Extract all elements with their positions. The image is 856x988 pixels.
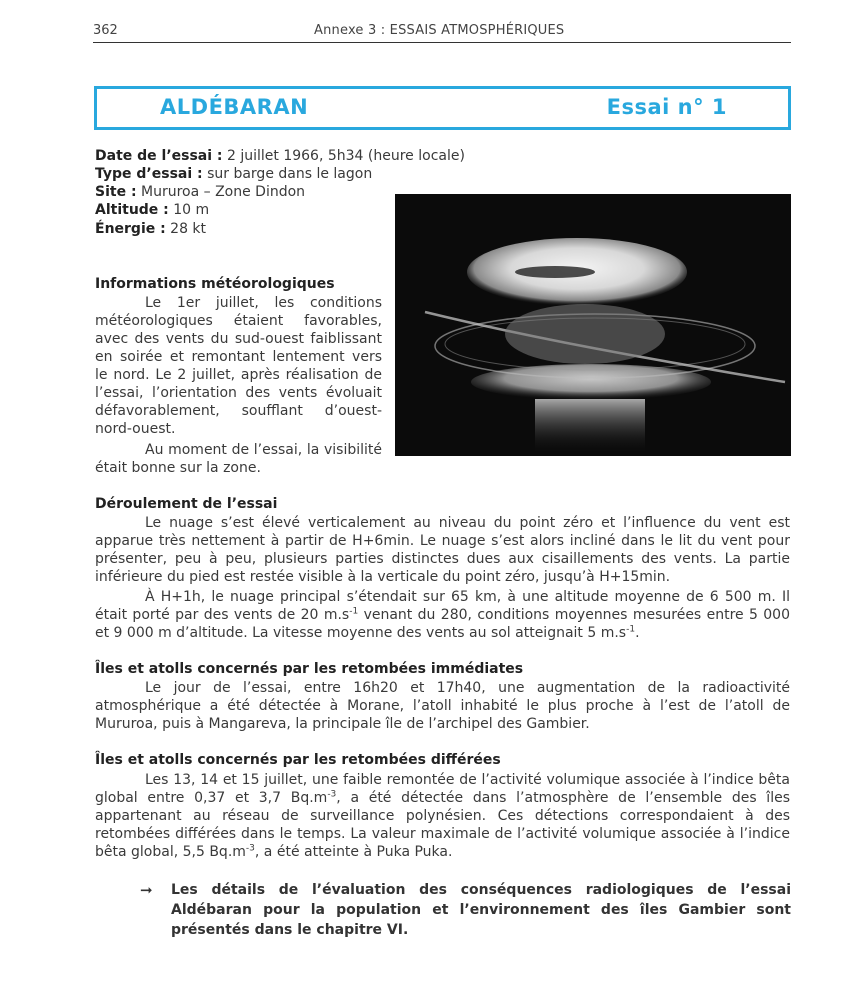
text-segment: , a été atteinte à Puka Puka. (254, 844, 453, 860)
immediates-paragraph: Le jour de l’essai, entre 16h20 et 17h40, une augmentation de la radioactivité atmosphérique a été détectée à Morane, l’atoll inhabité le plus proche à l’est de l’atoll de Mururoa, puis à Mangareva, la principale île de l’archipel des Gambier. (95, 680, 790, 732)
fact-label: Site : (95, 184, 137, 200)
explosion-photo (395, 194, 791, 456)
fact-value: 2 juillet 1966, 5h34 (heure locale) (226, 148, 465, 164)
text-segment: . (635, 625, 640, 641)
test-number: Essai n° 1 (606, 95, 727, 119)
text-segment: , a été détectée dans l’atmosphère de l’ensemble des îles appartenant au réseau de surveillance polynésien. Ces détections correspondaient à des retombées différées dans le temps. La valeur maximale de l’activité volumique associée à l’indice bêta global, 5,5 Bq.m (95, 790, 790, 860)
note-text: Les détails de l’évaluation des conséquences radiologiques de l’essai Aldébaran pour la population et l’environnement des îles Gambier sont présentés dans le chapitre VI. (171, 882, 791, 938)
superscript: -1 (626, 624, 636, 635)
test-title-box (94, 86, 791, 130)
fact-energy (95, 220, 206, 238)
superscript: -1 (349, 606, 359, 617)
immediates-heading: Îles et atolls concernés par les retombées immédiates (95, 661, 524, 677)
test-name: ALDÉBARAN (160, 95, 309, 119)
running-title: Annexe 3 : ESSAIS ATMOSPHÉRIQUES (314, 23, 565, 38)
fact-label: Date de l’essai : (95, 148, 223, 164)
deroulement-paragraph-2 (95, 588, 790, 642)
fact-altitude (95, 201, 209, 219)
text-segment: venant du 280, conditions moyennes mesurées entre 5 000 et 9 000 m d’altitude. La vitesse moyenne des vents au sol atteignait 5 m.s (95, 607, 790, 641)
deroulement-paragraph-1: Le nuage s’est élevé verticalement au niveau du point zéro et l’influence du vent est apparue très nettement à partir de H+6min. Le nuage s’est alors incliné dans le lit du vent pour présenter, peu à peu, plusieurs parties distinctes dues aux cisaillements des vents. La partie inférieure du pied est restée visible à la verticale du point zéro, jusqu’à H+15min. (95, 515, 790, 585)
fact-label: Énergie : (95, 221, 166, 237)
fact-date (95, 147, 465, 165)
meteo-paragraph-2: Au moment de l’essai, la visibilité était bonne sur la zone. (95, 442, 382, 476)
differees-paragraph (95, 771, 790, 861)
fact-label: Altitude : (95, 202, 169, 218)
page-number: 362 (93, 23, 118, 38)
deroulement-heading: Déroulement de l’essai (95, 496, 278, 512)
text-segment: Les 13, 14 et 15 juillet, une faible remontée de l’activité volumique associée à l’indice bêta global entre 0,37 et 3,7 Bq.m (95, 772, 790, 806)
page-header (93, 20, 791, 43)
fact-site (95, 183, 305, 201)
superscript: -3 (245, 843, 255, 854)
meteo-paragraph-1: Le 1er juillet, les conditions météorologiques étaient favorables, avec des vents du sud-ouest faiblissant en soirée et remontant lentement vers le nord. Le 2 juillet, après réalisation de l’essai, l’orientation des vents évoluait défavorablement, soufflant d’ouest-nord-ouest. (95, 295, 382, 437)
fact-value: Mururoa – Zone Dindon (141, 184, 306, 200)
differees-heading: Îles et atolls concernés par les retombées différées (95, 752, 501, 768)
fact-value: 28 kt (170, 221, 207, 237)
meteo-heading: Informations météorologiques (95, 276, 335, 292)
arrow-icon: ➞ (140, 881, 153, 899)
fact-value: sur barge dans le lagon (207, 166, 373, 182)
fact-value: 10 m (173, 202, 210, 218)
superscript: -3 (327, 789, 337, 800)
fact-type (95, 165, 372, 183)
fact-label: Type d’essai : (95, 166, 203, 182)
text-segment: À H+1h, le nuage principal s’étendait sur 65 km, à une altitude moyenne de 6 500 m. Il était porté par des vents de 20 m.s (95, 589, 790, 623)
chapter-note (140, 880, 791, 940)
